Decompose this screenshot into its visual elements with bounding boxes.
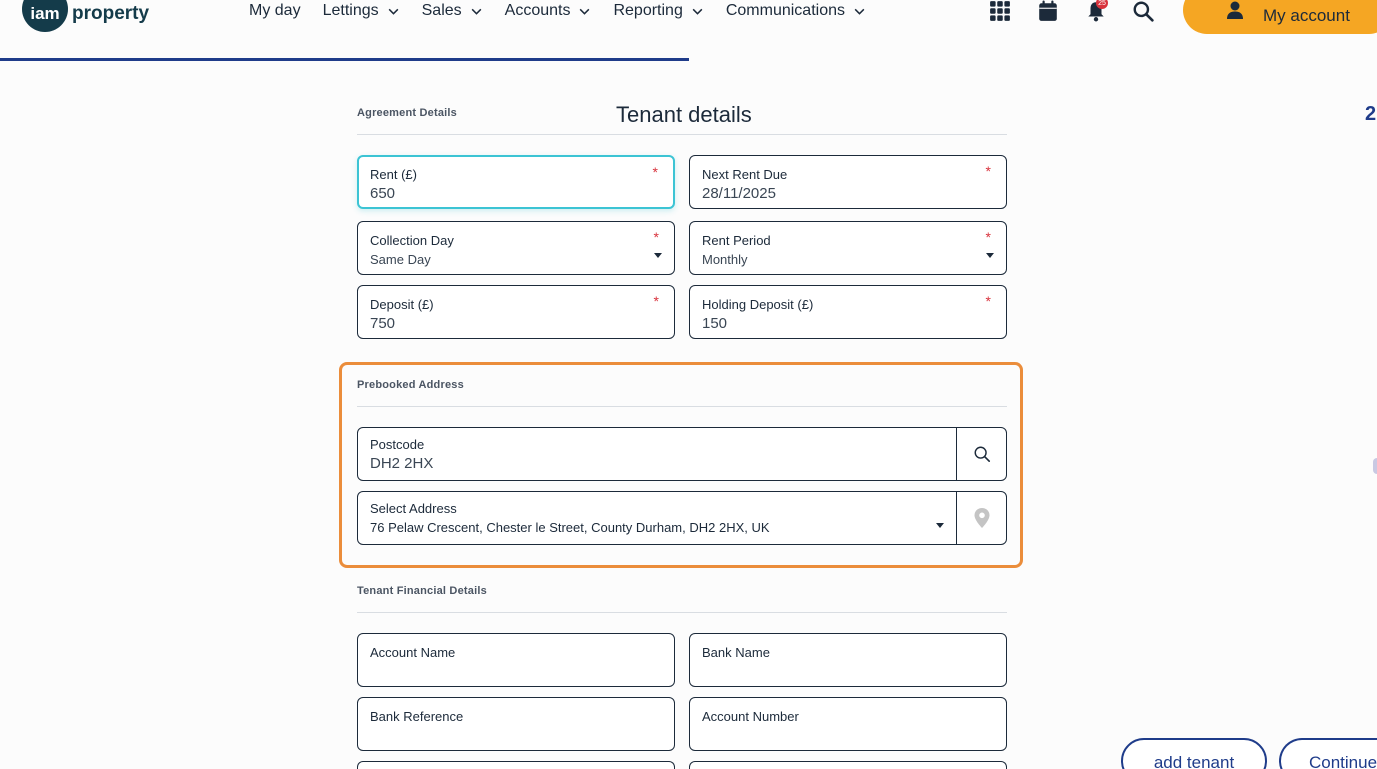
chevron-down-icon <box>470 5 483 18</box>
nav-lettings[interactable]: Lettings <box>323 2 400 20</box>
dropdown-caret-icon <box>986 253 994 258</box>
required-marker: * <box>985 229 991 245</box>
next-field-partial[interactable] <box>357 761 675 769</box>
collection-day-select[interactable] <box>357 221 675 275</box>
search-icon[interactable] <box>1132 0 1154 22</box>
financial-section-label: Tenant Financial Details <box>357 585 487 597</box>
logo-mark: iam <box>22 0 68 32</box>
map-pin-icon <box>974 508 990 528</box>
rent-label: Rent (£) <box>370 167 417 182</box>
main-nav <box>249 2 888 20</box>
postcode-value: DH2 2HX <box>370 455 434 472</box>
rent-period-select[interactable] <box>689 221 1007 275</box>
postcode-search-button[interactable] <box>956 428 1006 480</box>
collection-day-label: Collection Day <box>370 233 454 248</box>
holding-deposit-value: 150 <box>702 315 728 332</box>
bank-reference-field[interactable] <box>357 697 675 751</box>
nav-accounts[interactable]: Accounts <box>505 2 592 20</box>
bank-name-field[interactable] <box>689 633 1007 687</box>
scroll-handle[interactable] <box>1373 458 1377 474</box>
required-marker: * <box>653 293 659 309</box>
nav-communications[interactable]: Communications <box>726 2 866 20</box>
postcode-field[interactable] <box>357 427 1007 481</box>
nav-my-day[interactable]: My day <box>249 2 301 19</box>
user-icon <box>1225 0 1245 20</box>
holding-deposit-field[interactable] <box>689 285 1007 339</box>
rent-field[interactable] <box>357 155 675 209</box>
step-number: 2 <box>1365 103 1377 125</box>
deposit-field[interactable] <box>357 285 675 339</box>
select-address-value: 76 Pelaw Crescent, Chester le Street, County Durham, DH2 2HX, UK <box>370 520 770 535</box>
top-header <box>0 0 1377 62</box>
apps-grid-icon[interactable] <box>989 0 1011 22</box>
rent-value: 650 <box>370 185 396 202</box>
required-marker: * <box>985 293 991 309</box>
account-name-label: Account Name <box>370 645 456 660</box>
account-name-field[interactable] <box>357 633 675 687</box>
required-marker: * <box>653 229 659 245</box>
rent-period-value: Monthly <box>702 252 748 267</box>
deposit-value: 750 <box>370 315 396 332</box>
select-address-dropdown[interactable] <box>357 491 1007 545</box>
my-account-button[interactable] <box>1183 0 1377 34</box>
dropdown-caret-icon <box>936 523 944 528</box>
bank-reference-label: Bank Reference <box>370 709 464 724</box>
chevron-down-icon <box>691 5 704 18</box>
address-location-button[interactable] <box>956 492 1006 544</box>
bank-name-label: Bank Name <box>702 645 770 660</box>
divider <box>357 406 1007 407</box>
next-field-partial[interactable] <box>689 761 1007 769</box>
collection-day-value: Same Day <box>370 252 431 267</box>
divider <box>357 134 1007 135</box>
chevron-down-icon <box>853 5 866 18</box>
add-tenant-button[interactable]: add tenant <box>1121 738 1267 769</box>
notification-badge: 25 <box>1096 0 1108 9</box>
account-number-field[interactable] <box>689 697 1007 751</box>
agreement-section-label: Agreement Details <box>357 107 457 119</box>
dropdown-caret-icon <box>654 253 662 258</box>
continue-button[interactable]: Continue <box>1279 738 1377 769</box>
logo[interactable] <box>22 0 149 32</box>
account-number-label: Account Number <box>702 709 799 724</box>
progress-bar <box>0 58 689 61</box>
next-rent-due-field[interactable] <box>689 155 1007 209</box>
required-marker: * <box>985 163 991 179</box>
chevron-down-icon <box>387 5 400 18</box>
postcode-label: Postcode <box>370 437 425 452</box>
page-title: Tenant details <box>616 102 752 127</box>
search-icon <box>973 445 991 463</box>
calendar-icon[interactable] <box>1037 0 1059 22</box>
holding-deposit-label: Holding Deposit (£) <box>702 297 814 312</box>
next-rent-due-value: 28/11/2025 <box>702 185 776 202</box>
nav-reporting[interactable]: Reporting <box>613 2 703 20</box>
chevron-down-icon <box>578 5 591 18</box>
required-marker: * <box>652 164 658 180</box>
prebooked-section-label: Prebooked Address <box>357 379 464 391</box>
next-rent-due-label: Next Rent Due <box>702 167 788 182</box>
rent-period-label: Rent Period <box>702 233 771 248</box>
deposit-label: Deposit (£) <box>370 297 434 312</box>
divider <box>357 612 1007 613</box>
nav-sales[interactable]: Sales <box>422 2 483 20</box>
select-address-label: Select Address <box>370 501 457 516</box>
my-account-label: My account <box>1263 6 1350 25</box>
logo-wordmark: property <box>72 3 150 24</box>
